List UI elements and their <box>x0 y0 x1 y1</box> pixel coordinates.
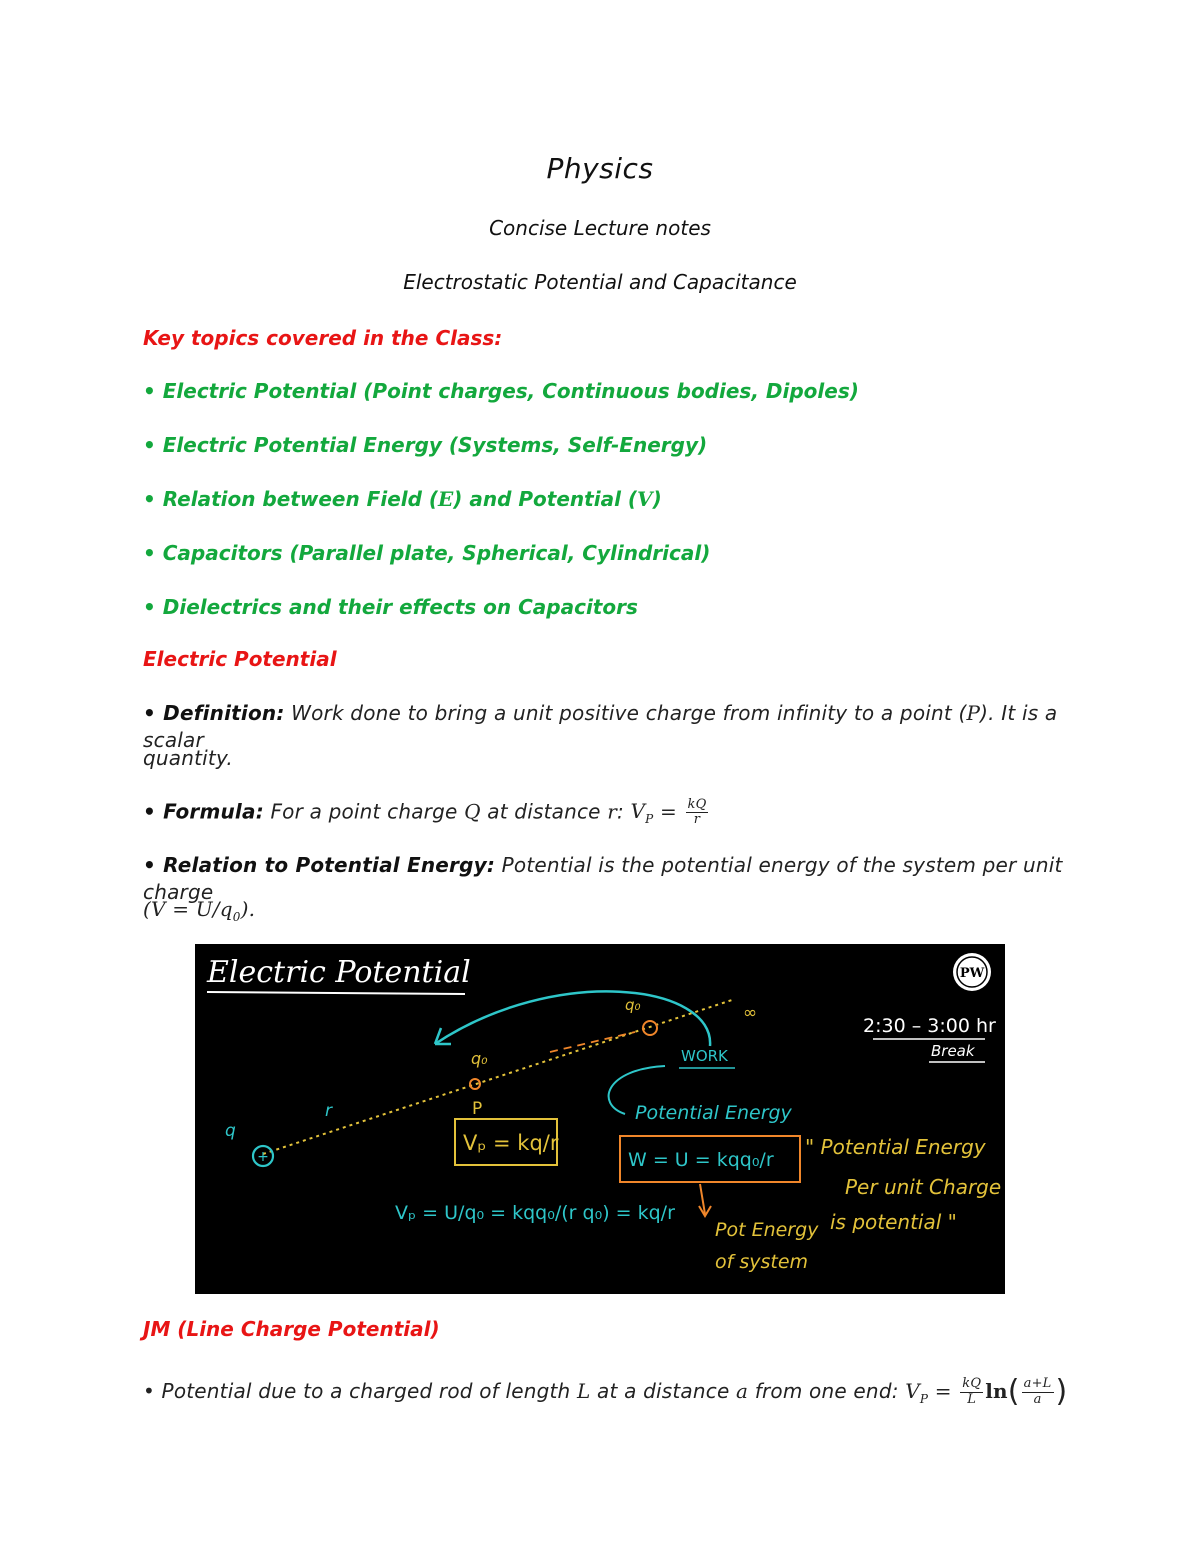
topic-item-text: ) <box>652 487 662 511</box>
fraction: $\frac{kQ}{r}$ <box>687 797 707 828</box>
charge-symbol: Q <box>464 799 481 824</box>
board-infinity: ∞ <box>743 1003 758 1023</box>
formula-line <box>143 798 1063 828</box>
formula-text: at distance <box>487 799 601 824</box>
board-pe-quote-2: Per unit Charge <box>845 1175 1002 1199</box>
vp-symbol: $V_P$ <box>630 799 654 827</box>
board-q0-top: q₀ <box>625 996 641 1014</box>
a-symbol: a <box>736 1378 749 1403</box>
pw-logo-text: PW <box>959 966 985 981</box>
fraction: $\frac{a+L}{a}$ <box>1023 1376 1052 1407</box>
chapter-title: Electrostatic Potential and Capacitance <box>403 270 797 294</box>
equals-sign: = <box>934 1378 952 1403</box>
jm-text: • Potential due to a charged rod of length <box>143 1378 571 1403</box>
board-vp-chain: Vₚ = U/q₀ = kqq₀/(r q₀) = kq/r <box>395 1202 675 1224</box>
board-q: q <box>225 1121 236 1141</box>
board-pe-label: Potential Energy <box>635 1102 792 1124</box>
definition-text: ). It is a scalar <box>143 701 1058 752</box>
length-symbol: L <box>577 1378 591 1403</box>
topic-item: • Dielectrics and their effects on Capacitors <box>143 595 638 619</box>
board-w-box: W = U = kqq₀/r <box>628 1149 774 1171</box>
board-q0: q₀ <box>471 1049 488 1068</box>
relation-formula: $(V = U/q_0)$. <box>143 897 256 924</box>
board-pe-quote-1: " Potential Energy <box>805 1135 986 1159</box>
jm-text: at a distance <box>597 1378 730 1403</box>
board-p: P <box>472 1099 483 1119</box>
page-title: Physics <box>546 152 654 185</box>
jm-heading: JM (Line Charge Potential) <box>143 1317 440 1341</box>
board-pe-quote-3: is potential " <box>830 1210 957 1234</box>
topic-item <box>143 486 1063 513</box>
fraction: $\frac{kQ}{L}$ <box>962 1376 982 1407</box>
board-pot-energy-1: Pot Energy <box>715 1219 819 1241</box>
jm-line: • Potential due to a charged rod of length L at a distance a from one end: $V_P$ = $\frac{kQ}{L}$ ln( $\frac{a+L}{a}$ ) <box>143 1374 1068 1409</box>
electric-potential-heading: Electric Potential <box>143 647 337 671</box>
board-drawing <box>195 944 1005 1294</box>
ln-symbol: ln <box>985 1378 1008 1403</box>
svg-text:+: + <box>257 1149 269 1165</box>
relation-label: • Relation to Potential Energy: <box>143 853 496 877</box>
definition-label: • Definition: <box>143 701 285 725</box>
topic-item-text: • Relation between Field ( <box>143 487 439 511</box>
point-symbol: P <box>966 701 981 725</box>
field-symbol: E <box>438 487 454 511</box>
formula-text: For a point charge <box>270 799 458 824</box>
distance-symbol: r <box>607 799 617 824</box>
relation-text: Potential is the potential energy of the system per unit charge <box>143 853 1063 904</box>
equals-sign: = <box>660 799 677 824</box>
board-work: WORK <box>681 1047 728 1065</box>
board-r: r <box>325 1101 332 1121</box>
definition-text: Work done to bring a unit positive charge from infinity to a point ( <box>291 701 967 725</box>
board-heading: Electric Potential <box>207 955 471 990</box>
topic-item-text: ) and Potential ( <box>453 487 638 511</box>
key-topics-heading: Key topics covered in the Class: <box>143 326 503 350</box>
topic-item: • Capacitors (Parallel plate, Spherical, Cylindrical) <box>143 541 711 565</box>
board-break: Break <box>931 1042 975 1060</box>
topic-item: • Electric Potential (Point charges, Continuous bodies, Dipoles) <box>143 379 859 403</box>
board-time: 2:30 – 3:00 hr <box>863 1015 996 1037</box>
vp-symbol: $V_P$ <box>905 1378 929 1406</box>
page-subtitle: Concise Lecture notes <box>489 216 711 240</box>
lecture-board-image <box>195 944 1005 1294</box>
formula-label: • Formula: <box>143 799 264 824</box>
definition-continuation: quantity. <box>143 746 233 770</box>
board-pot-energy-2: of system <box>715 1251 809 1273</box>
potential-symbol: V <box>637 487 653 511</box>
board-vp-box: Vₚ = kq/r <box>463 1131 559 1155</box>
topic-item: • Electric Potential Energy (Systems, Self-Energy) <box>143 433 708 457</box>
formula-colon: : <box>616 799 624 824</box>
jm-text: from one end: <box>754 1378 899 1403</box>
